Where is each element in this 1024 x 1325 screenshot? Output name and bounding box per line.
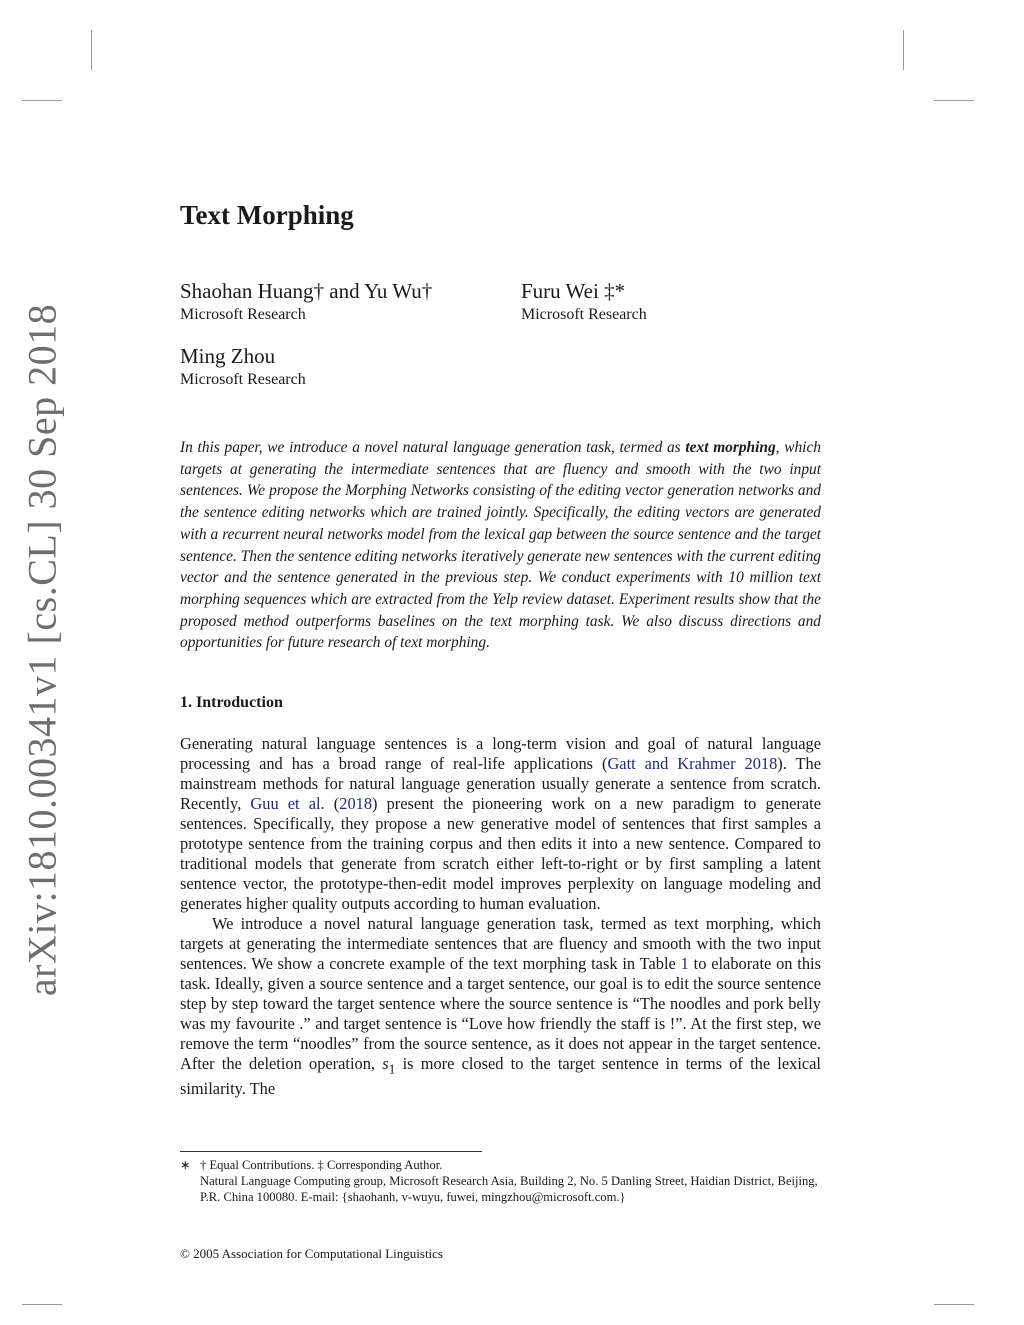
abstract-text: , which targets at generating the intermediate sentences that are fluency and smooth with the two input sentences. We propose the Morphing Networks consisting of the editing vector generation networks and the sentence editing networks which are trained jointly. Specifically, the editing vectors are generated with a recurrent neural networks model from the lexical gap between the source sentence and the target sentence. Then the sentence editing networks iteratively generate new sentences with the current editing vector and the sentence generated in the previous step. We conduct experiments with 10 million text morphing sequences which are extracted from the Yelp review dataset. Experiment results show that the proposed method outperforms baselines on the text morphing task. We also discuss directions and opportunities for future research of text morphing. xyxy=(180,439,821,652)
section-heading-introduction: 1. Introduction xyxy=(180,694,283,711)
footnote-rule xyxy=(180,1151,482,1152)
paragraph-text: ). The mainstream methods for natural language generation usually generate a sentence from scratch. Recently, xyxy=(180,754,821,813)
crop-mark-bottom-left-h xyxy=(22,1304,62,1305)
introduction-body xyxy=(180,734,821,1099)
crop-mark-top-right xyxy=(903,30,904,70)
abstract-key-term: text morphing xyxy=(685,439,776,456)
footnote-mark: ∗ xyxy=(180,1158,191,1172)
author-name: Furu Wei ‡* xyxy=(521,279,626,303)
math-subscript: 1 xyxy=(388,1061,396,1077)
crop-mark-bottom-right-h xyxy=(934,1304,974,1305)
footnote-line: Natural Language Computing group, Microsoft Research Asia, Building 2, No. 5 Danling Street, Haidian District, Beijing, P.R. China 100080. E-mail: {shaohanh, v-wuyu, fuwei, mingzhou@microsoft.com.} xyxy=(200,1174,818,1204)
copyright-notice: © 2005 Association for Computational Linguistics xyxy=(180,1246,443,1261)
footnote-body xyxy=(200,1157,821,1205)
abstract-text: In this paper, we introduce a novel natural language generation task, termed as xyxy=(180,439,686,456)
paragraph-text: ( xyxy=(324,794,340,813)
paper-title: Text Morphing xyxy=(180,200,354,230)
author-name: Ming Zhou xyxy=(180,344,276,368)
citation-link-gatt-krahmer[interactable]: Gatt and Krahmer 2018 xyxy=(607,754,778,773)
paragraph-text: to elaborate on this task. Ideally, given a source sentence and a target sentence, our goal is to edit the source sentence step by step toward the target sentence where the source sentence is “The noodles and pork belly was my favourite .” and target sentence is “Love how friendly the staff is !”. At the first step, we remove the term “noodles” from the source sentence, as it does not appear in the target sentence. After the deletion operation, xyxy=(180,954,821,1073)
arxiv-stamp: arXiv:1810.00341v1 [cs.CL] 30 Sep 2018 xyxy=(19,303,65,997)
paragraph-text: ) present the pioneering work on a new paradigm to generate sentences. Specifically, they propose a new generative model of sentences that first samples a prototype sentence from the training corpus and then edits it into a new sentence. Compared to traditional models that generate from scratch either left-to-right or by first sampling a latent sentence vector, the prototype-then-edit model improves perplexity on language modeling and generates higher quality outputs according to human evaluation. xyxy=(180,794,821,913)
footnote xyxy=(180,1157,821,1205)
author-name: Shaohan Huang† and Yu Wu† xyxy=(180,279,433,303)
paragraph-text: Generating natural language sentences is a long-term vision and goal of natural language processing and has a broad range of real-life applications ( xyxy=(180,734,821,773)
paragraph-1 xyxy=(180,734,821,914)
paragraph-text: We introduce a novel natural language generation task, termed as text morphing, which targets at generating the intermediate sentences that are fluency and smooth with the two input sentences. We show a concrete example of the text morphing task in Table xyxy=(180,914,821,973)
paragraph-2 xyxy=(180,914,821,1099)
abstract xyxy=(180,437,821,654)
author-affiliation: Microsoft Research xyxy=(180,371,306,388)
crop-mark-top-right-h xyxy=(934,100,974,101)
paragraph-text: is more closed to the target sentence in terms of the lexical similarity. The xyxy=(180,1054,821,1099)
citation-link-guu-year[interactable]: 2018 xyxy=(339,794,373,813)
author-block-3 xyxy=(180,344,306,390)
table-reference-link[interactable]: 1 xyxy=(680,954,689,973)
author-block-2 xyxy=(521,279,647,325)
citation-link-guu-authors[interactable]: Guu et al. xyxy=(250,794,325,813)
author-affiliation: Microsoft Research xyxy=(521,306,647,323)
author-affiliation: Microsoft Research xyxy=(180,306,306,323)
footnote-line: † Equal Contributions. ‡ Corresponding Author. xyxy=(200,1158,443,1172)
author-block-1 xyxy=(180,279,432,325)
crop-mark-top-left xyxy=(91,30,92,70)
crop-mark-top-left-h xyxy=(22,100,62,101)
math-variable: s xyxy=(382,1054,389,1073)
